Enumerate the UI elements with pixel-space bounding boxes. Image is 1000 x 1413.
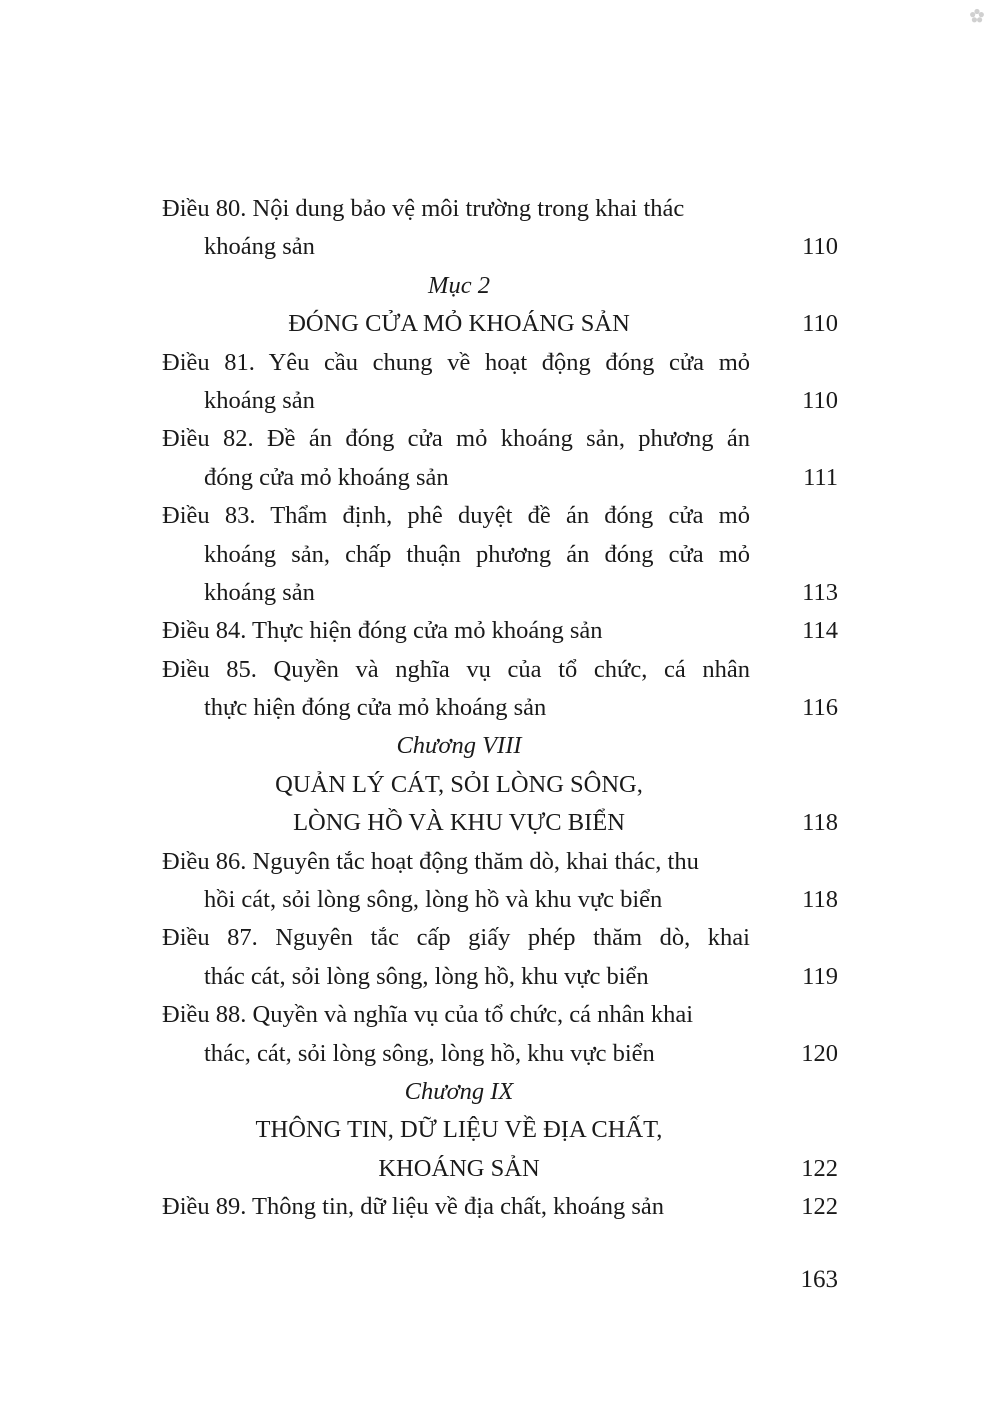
toc-line-text: khoáng sản bbox=[204, 578, 315, 606]
toc-line-text: Chương VIII bbox=[396, 732, 522, 760]
toc-entry-chapter-title bbox=[162, 766, 838, 843]
toc-line bbox=[162, 1073, 838, 1111]
toc-line-text: thực hiện đóng cửa mỏ khoáng sản bbox=[204, 694, 547, 722]
toc-line bbox=[162, 612, 838, 650]
toc-entry-article bbox=[162, 497, 838, 612]
toc-line-text: Điều 87. Nguyên tắc cấp giấy phép thăm dò, khai bbox=[162, 924, 750, 952]
toc-page-number: 116 bbox=[802, 694, 838, 722]
toc-line bbox=[162, 497, 838, 535]
toc-line-text: khoáng sản bbox=[204, 233, 315, 261]
toc-line-text: ĐÓNG CỬA MỎ KHOÁNG SẢN bbox=[288, 310, 630, 338]
toc-line bbox=[162, 919, 838, 957]
toc-line bbox=[162, 305, 838, 343]
toc-line bbox=[162, 382, 838, 420]
toc-entry-chapter-label bbox=[162, 727, 838, 765]
toc-line bbox=[162, 1035, 838, 1073]
toc-page-number: 120 bbox=[801, 1039, 838, 1067]
toc-entry-article bbox=[162, 843, 838, 920]
toc-line bbox=[162, 190, 838, 228]
toc-line bbox=[162, 267, 838, 305]
toc-line bbox=[162, 420, 838, 458]
toc-page-number: 122 bbox=[801, 1154, 838, 1182]
toc-page-number: 113 bbox=[802, 578, 838, 606]
toc-line-text: Chương IX bbox=[404, 1077, 514, 1105]
toc-entry-chapter-label bbox=[162, 1073, 838, 1111]
toc-line bbox=[162, 689, 838, 727]
toc-line-text: KHOÁNG SẢN bbox=[378, 1154, 540, 1182]
table-of-contents bbox=[162, 190, 838, 1227]
toc-entry-article bbox=[162, 996, 838, 1073]
toc-entry-article bbox=[162, 612, 838, 650]
toc-entry-article bbox=[162, 651, 838, 728]
toc-entry-article bbox=[162, 420, 838, 497]
page-number: 163 bbox=[800, 1266, 838, 1293]
flower-icon bbox=[969, 8, 985, 24]
toc-page-number: 118 bbox=[802, 886, 838, 914]
toc-page-number: 110 bbox=[802, 233, 838, 261]
toc-line-text: QUẢN LÝ CÁT, SỎI LÒNG SÔNG, bbox=[275, 770, 643, 798]
toc-line bbox=[162, 843, 838, 881]
toc-line bbox=[162, 958, 838, 996]
toc-line-text: Mục 2 bbox=[428, 271, 490, 299]
toc-line-text: Điều 85. Quyền và nghĩa vụ của tổ chức, cá nhân bbox=[162, 655, 750, 683]
toc-page-number: 119 bbox=[802, 962, 838, 990]
toc-line-text: đóng cửa mỏ khoáng sản bbox=[204, 463, 449, 491]
toc-line bbox=[162, 1188, 838, 1226]
toc-line-text: LÒNG HỒ VÀ KHU VỰC BIỂN bbox=[293, 809, 625, 837]
toc-entry-article bbox=[162, 919, 838, 996]
toc-line bbox=[162, 651, 838, 689]
toc-line bbox=[162, 228, 838, 266]
toc-page-number: 118 bbox=[802, 809, 838, 837]
toc-line-text: Điều 80. Nội dung bảo vệ môi trường trong khai thác bbox=[162, 195, 685, 222]
toc-line-text: thác cát, sỏi lòng sông, lòng hồ, khu vực biển bbox=[204, 962, 649, 990]
toc-entry-section-title bbox=[162, 305, 838, 343]
toc-line bbox=[162, 536, 838, 574]
toc-line-text: khoáng sản, chấp thuận phương án đóng cửa mỏ bbox=[204, 540, 750, 568]
toc-line-text: thác, cát, sỏi lòng sông, lòng hồ, khu vực biển bbox=[204, 1039, 655, 1067]
toc-line bbox=[162, 459, 838, 497]
toc-page-number: 111 bbox=[803, 463, 838, 491]
toc-line-text: Điều 81. Yêu cầu chung về hoạt động đóng cửa mỏ bbox=[162, 348, 750, 376]
toc-entry-section-label bbox=[162, 267, 838, 305]
toc-line-text: THÔNG TIN, DỮ LIỆU VỀ ĐỊA CHẤT, bbox=[255, 1116, 663, 1144]
toc-line-text: hồi cát, sỏi lòng sông, lòng hồ và khu vực biển bbox=[204, 886, 663, 914]
toc-entry-article bbox=[162, 344, 838, 421]
toc-line bbox=[162, 766, 838, 804]
toc-entry-article bbox=[162, 1188, 838, 1226]
toc-page-number: 114 bbox=[802, 617, 838, 645]
toc-page-number: 110 bbox=[802, 310, 838, 338]
toc-line bbox=[162, 996, 838, 1034]
toc-line-text: Điều 88. Quyền và nghĩa vụ của tổ chức, cá nhân khai bbox=[162, 1001, 694, 1029]
toc-entry-article bbox=[162, 190, 838, 267]
toc-line-text: Điều 83. Thẩm định, phê duyệt đề án đóng cửa mỏ bbox=[162, 502, 750, 530]
toc-entry-chapter-title bbox=[162, 1111, 838, 1188]
toc-line bbox=[162, 881, 838, 919]
toc-line bbox=[162, 574, 838, 612]
toc-line-text: Điều 82. Đề án đóng cửa mỏ khoáng sản, phương án bbox=[162, 425, 750, 453]
toc-line-text: Điều 84. Thực hiện đóng cửa mỏ khoáng sản bbox=[162, 617, 603, 645]
toc-line bbox=[162, 804, 838, 842]
toc-line-text: Điều 86. Nguyên tắc hoạt động thăm dò, khai thác, thu bbox=[162, 847, 699, 875]
toc-line bbox=[162, 727, 838, 765]
toc-line-text: Điều 89. Thông tin, dữ liệu về địa chất, khoáng sản bbox=[162, 1193, 665, 1221]
toc-line bbox=[162, 1111, 838, 1149]
toc-page-number: 110 bbox=[802, 386, 838, 414]
toc-line-text: khoáng sản bbox=[204, 386, 315, 414]
toc-line bbox=[162, 1150, 838, 1188]
toc-line bbox=[162, 344, 838, 382]
toc-page-number: 122 bbox=[801, 1193, 838, 1221]
